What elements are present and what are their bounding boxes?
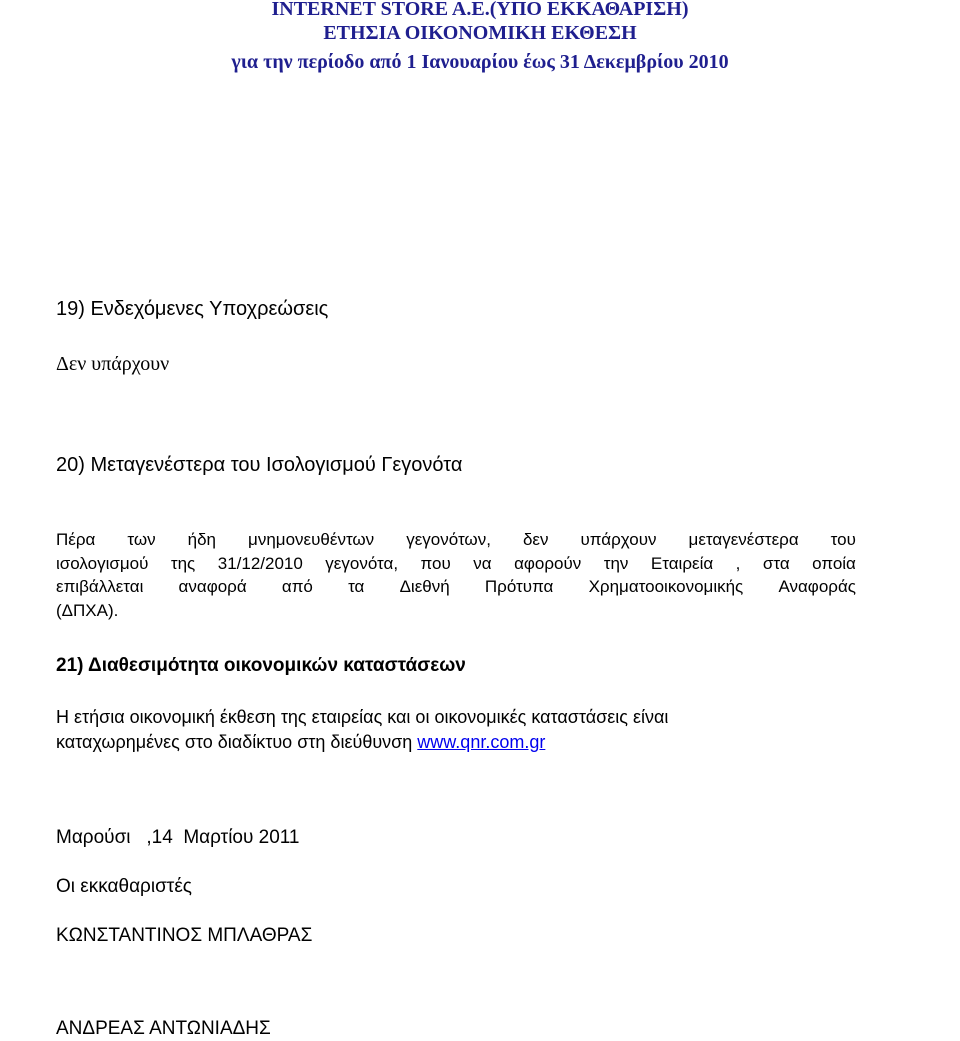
paragraph-line xyxy=(56,552,856,576)
word: Πρότυπα xyxy=(484,577,554,596)
word: από xyxy=(281,577,313,596)
signoff-date: Μαρούσι ,14 Μαρτίου 2011 xyxy=(56,827,300,848)
word: , xyxy=(735,553,741,573)
word: Εταιρεία xyxy=(650,553,714,573)
word: των xyxy=(127,530,156,549)
word: στα xyxy=(762,553,790,573)
report-period: για την περίοδο από 1 Ιανουαρίου έως 31 Δεκεμβρίου 2010 xyxy=(231,51,729,73)
word: οποία xyxy=(812,553,856,573)
word: υπάρχουν xyxy=(580,530,657,549)
section-21-paragraph xyxy=(56,705,886,755)
word: μεταγενέστερα xyxy=(688,530,799,549)
word: Αναφοράς xyxy=(778,577,856,596)
section-21-line-2-text: καταχωρημένες στο διαδίκτυο στη διεύθυνση xyxy=(56,732,418,752)
section-20-paragraph xyxy=(56,528,856,622)
word: αφορούν xyxy=(514,553,582,573)
word: ισολογισμού xyxy=(56,553,149,573)
company-title: INTERNET STORE A.E.(ΥΠΟ ΕΚΚΑΘΑΡΙΣΗ) xyxy=(271,0,689,20)
word: του xyxy=(830,530,856,549)
word: που xyxy=(420,553,451,573)
word: γεγονότα, xyxy=(325,553,399,573)
website-link[interactable]: www.qnr.com.gr xyxy=(417,732,546,752)
paragraph-line xyxy=(56,528,856,552)
liquidator-name-2: ΑΝΔΡΕΑΣ ΑΝΤΩΝΙΑΔΗΣ xyxy=(56,1018,271,1039)
section-19-text: Δεν υπάρχουν xyxy=(56,353,170,375)
word: της xyxy=(170,553,196,573)
word: ήδη xyxy=(187,530,217,549)
liquidator-name-1: ΚΩΝΣΤΑΝΤΙΝΟΣ ΜΠΛΑΘΡΑΣ xyxy=(56,925,313,946)
word: δεν xyxy=(522,530,549,549)
paragraph-line xyxy=(56,599,856,623)
word: τα xyxy=(348,577,365,596)
liquidators-label: Οι εκκαθαριστές xyxy=(56,876,192,897)
word: Χρηματοοικονομικής xyxy=(588,577,744,596)
word: γεγονότων, xyxy=(406,530,491,549)
section-21-line-1: Η ετήσια οικονομική έκθεση της εταιρείας και οι οικονομικές καταστάσεις είναι xyxy=(56,707,669,727)
word: (ΔΠΧΑ). xyxy=(56,600,119,620)
section-20-heading: 20) Μεταγενέστερα του Ισολογισμού Γεγονότα xyxy=(56,454,463,476)
word: επιβάλλεται xyxy=(56,577,144,596)
section-19-heading: 19) Ενδεχόμενες Υποχρεώσεις xyxy=(56,298,329,320)
paragraph-line xyxy=(56,575,856,599)
report-title: ΕΤΗΣΙΑ ΟΙΚΟΝΟΜΙΚΗ ΕΚΘΕΣΗ xyxy=(323,22,637,44)
word: 31/12/2010 xyxy=(217,553,303,573)
word: Διεθνή xyxy=(399,577,450,596)
word: αναφορά xyxy=(178,577,247,596)
word: να xyxy=(473,553,492,573)
word: την xyxy=(603,553,629,573)
section-21-line-2 xyxy=(56,730,886,755)
word: μνημονευθέντων xyxy=(248,530,375,549)
section-21-heading: 21) Διαθεσιμότητα οικονομικών καταστάσεων xyxy=(56,655,466,676)
word: Πέρα xyxy=(56,530,96,549)
